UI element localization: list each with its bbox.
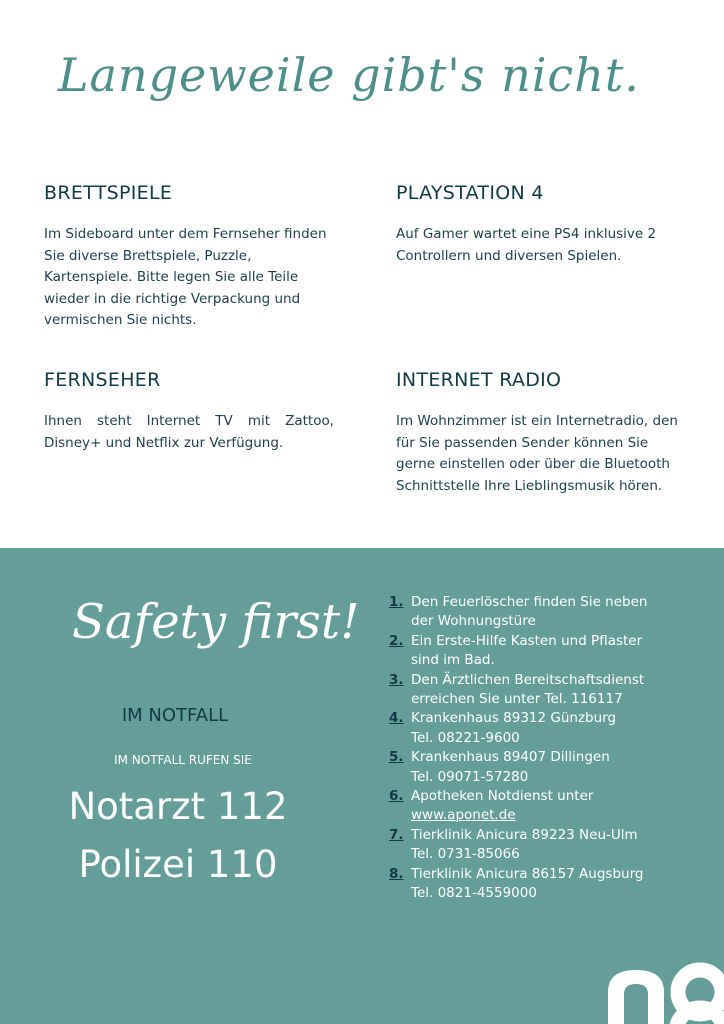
list-number: 5.: [389, 749, 404, 766]
section-text: Auf Gamer wartet eine PS4 inklusive 2 Controllern und diversen Spielen.: [396, 226, 657, 264]
list-line: Tel. 0821-4559000: [411, 885, 537, 902]
list-line: Tierklinik Anicura 86157 Augsburg: [411, 865, 644, 882]
section-fernseher: [44, 369, 334, 454]
list-line: Krankenhaus 89407 Dillingen: [411, 749, 610, 766]
list-line: Den Ärztlichen Bereitschaftsdienst: [411, 671, 645, 688]
emergency-number-police: Polizei 110: [78, 843, 278, 886]
list-item: [389, 748, 689, 787]
section-title: BRETTSPIELE: [44, 182, 173, 204]
list-line: sind im Bad.: [411, 652, 495, 669]
list-number: 4.: [389, 710, 404, 727]
section-playstation: [396, 182, 686, 267]
section-text: Ihnen steht Internet TV mit Zattoo, Disney+ und Netflix zur Verfügung.: [44, 413, 334, 451]
list-number: 1.: [389, 594, 404, 610]
list-item: [389, 632, 689, 671]
emergency-number-doctor: Notarzt 112: [68, 785, 288, 828]
list-line: Den Feuerlöscher finden Sie neben: [411, 594, 648, 610]
list-line: der Wohnungstüre: [411, 613, 536, 630]
list-number: 3.: [389, 671, 404, 688]
section-text: Im Sideboard unter dem Fernseher finden Sie diverse Brettspiele, Puzzle, Kartenspiele. Bitte legen Sie alle Teile wieder in die richtige Verpackung und vermischen Sie nichts.: [44, 226, 327, 328]
section-title: INTERNET RADIO: [396, 369, 562, 391]
safety-panel: [0, 548, 724, 1024]
list-item: [389, 709, 689, 748]
list-number: 2.: [389, 632, 404, 649]
aponet-link[interactable]: www.aponet.de: [411, 807, 516, 824]
list-line: Tierklinik Anicura 89223 Neu-Ulm: [411, 826, 638, 843]
list-line: Tel. 0731-85066: [411, 846, 520, 863]
list-line: erreichen Sie unter Tel. 116117: [411, 691, 623, 708]
list-line: Krankenhaus 89312 Günzburg: [411, 710, 617, 727]
list-line: Apotheken Notdienst unter: [411, 788, 594, 805]
list-number: 7.: [389, 826, 404, 843]
safety-list: [389, 593, 689, 904]
list-number: 6.: [389, 788, 404, 805]
section-text: Im Wohnzimmer ist ein Internetradio, den für Sie passenden Sender können Sie gerne einstellen oder über die Bluetooth Schnittstelle Ihre Lieblingsmusik hören.: [396, 413, 678, 494]
list-item: [389, 787, 689, 826]
list-item: [389, 593, 689, 632]
list-item: [389, 671, 689, 710]
list-item: [389, 826, 689, 865]
brand-logo-icon: [600, 962, 724, 1024]
emergency-subheading: IM NOTFALL RUFEN SIE: [114, 753, 252, 767]
list-line: Tel. 09071-57280: [411, 768, 529, 785]
list-number: 8.: [389, 865, 404, 882]
safety-title: Safety first!: [72, 594, 360, 650]
section-brettspiele: [44, 182, 334, 332]
page-title: Langeweile gibt's nicht.: [58, 48, 640, 102]
list-line: Ein Erste-Hilfe Kasten und Pflaster: [411, 632, 643, 649]
section-title: FERNSEHER: [44, 369, 161, 391]
emergency-heading: IM NOTFALL: [121, 705, 229, 726]
list-line: Tel. 08221-9600: [411, 729, 520, 746]
section-internet-radio: [396, 369, 686, 497]
list-item: [389, 865, 689, 904]
section-title: PLAYSTATION 4: [396, 182, 544, 204]
